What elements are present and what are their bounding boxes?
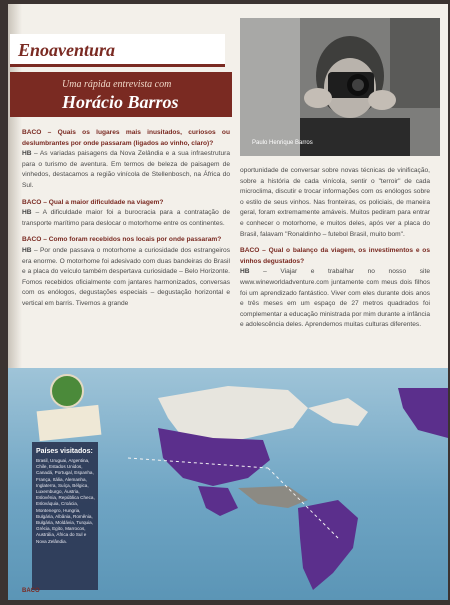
qa-item-3 [22, 235, 230, 309]
hb-label-1: HB [22, 150, 32, 158]
photo-credit: Paulo Henrique Barros [252, 140, 313, 146]
section-title: Enoaventura [18, 40, 116, 60]
hb-label-4: HB [240, 268, 250, 276]
question-1: BACO – Quais os lugares mais inusitados, curiosos ou deslumbrantes por onde passaram (ligados ao vinho, claro)? [22, 129, 230, 147]
interview-subtitle: Uma rápida entrevista com [62, 79, 172, 90]
location-pin-icon [50, 374, 84, 408]
countries-list: Brasil, Uruguai, Argentina, Chile, Estados Unidos, Canadá, Portugal, Espanha, França, Itália, Alemanha, Inglaterra, Suíça, Bélgica, Luxemburgo, Áustria, Eslovênia, República Checa, Eslováquia, Croácia, Montenegro, Hungria, Bulgária, Albânia, Romênia, Bulgária, Moldávia, Turquia, Grécia, Egito, Marrocos, Austrália, África do Sul e Nova Zelândia. [36, 458, 95, 544]
qa-item-4 [240, 246, 430, 331]
right-text-column [240, 166, 430, 337]
photographer-illustration [240, 18, 440, 156]
answer-1: – As variadas paisagens da Nova Zelândia e a sua infraestrutura para o turismo de aventura. Em termos de beleza de paisagem de vinhedos, destacamos a região vinícola de Stellenbosch, na África do Sul. [22, 150, 230, 189]
qa-item-2 [22, 198, 230, 230]
countries-title: Países visitados: [36, 448, 93, 455]
left-text-column [22, 128, 230, 316]
answer-2: – A dificuldade maior foi a burocracia para a contratação de transporte marítimo para deslocar o motorhome entre os continentes. [22, 209, 230, 227]
question-3: BACO – Como foram recebidos nos locais por onde passaram? [22, 236, 222, 244]
continued-answer: oportunidade de conversar sobre novas técnicas de vinificação, sobre a história de cada vinícola, sentir o "terroir" de cada microclima, discutir e trocar informações com os enólogos sobre o estilo de seus vinhos. Nas fronteiras, os policiais, de maneira geral, foram extremamente amáveis. Muitos pediram para entrar e conhecer o motorhome, e muitos deles, após ver a placa do Brasil, falavam "Ronaldinho – futebol Brasil, muito bom". [240, 167, 430, 238]
answer-4: – Viajar e trabalhar no nosso site www.wineworldadventure.com juntamente com meus dois filhos foi um aprendizado fantástico. Viver com eles durante dois anos e três meses em um espaço de 27 metros quadrados foi complementar a educação ministrada por mim durante a infância e adolescência deles. Aprendemos muitas culturas diferentes. [240, 268, 430, 329]
magazine-footer: BACO [22, 588, 40, 594]
hb-label-3: HB [22, 246, 32, 254]
qa-item-1 [22, 128, 230, 192]
answer-3: – Por onde passava o motorhome a curiosidade dos estrangeiros era enorme. O motorhome foi adesivado com duas bandeiras do Brasil e a placa do veículo também despertava curiosidade – Belo Horizonte. Fomos recebidos oficialmente com jantares harmonizados, conversas com os enólogos, degustações especiais – degustação horizontal e vertical em barris. Tivemos a grande [22, 246, 230, 307]
hb-label-2: HB [22, 209, 32, 217]
question-4: BACO – Qual o balanço da viagem, os investimentos e os vinhos degustados? [240, 247, 430, 265]
interviewee-name: Horácio Barros [62, 92, 179, 112]
portrait-photo [240, 18, 440, 156]
question-2: BACO – Qual a maior dificuldade na viagem? [22, 198, 164, 206]
